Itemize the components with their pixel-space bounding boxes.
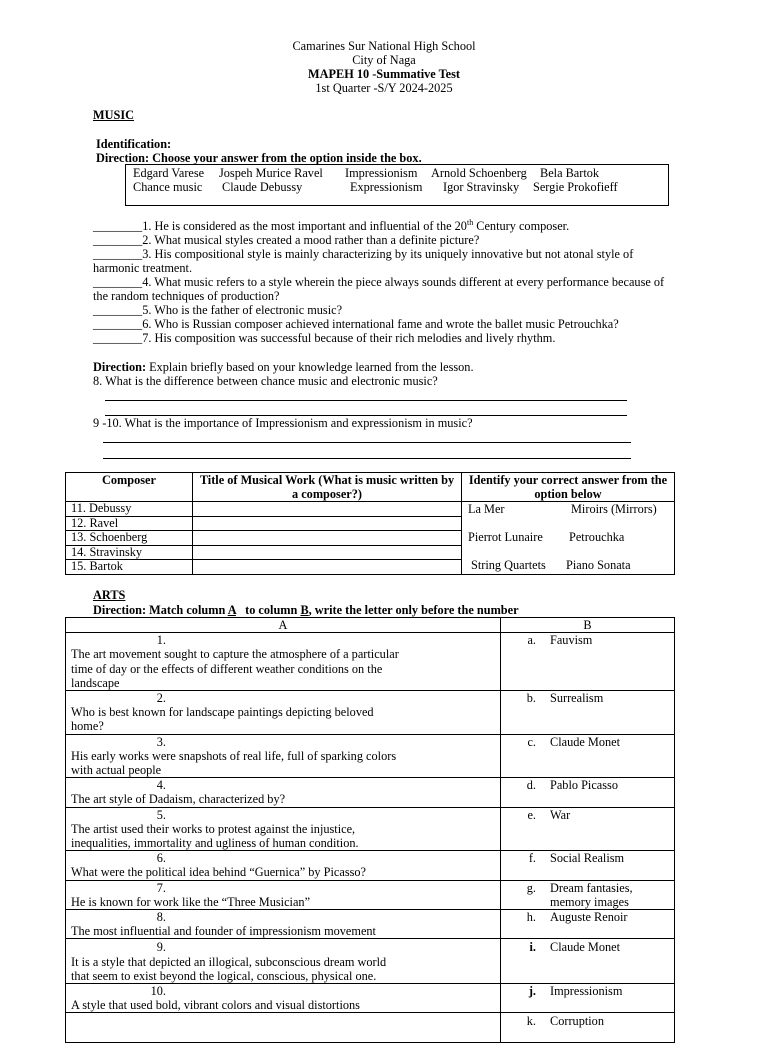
question-7: ________7. His composition was successful because of their rich melodies and lively rhythm. <box>93 331 556 345</box>
answer-cell[interactable] <box>193 531 462 546</box>
column-b-item: g. Dream fantasies, memory images <box>501 880 675 909</box>
city-name: City of Naga <box>352 53 416 67</box>
column-b-item: e. War <box>501 807 675 851</box>
option-piano-sonata: Piano Sonata <box>566 558 631 572</box>
column-a-item: 6.What were the political idea behind “Guernica” by Picasso? <box>66 851 501 880</box>
answer-line[interactable] <box>103 442 631 443</box>
column-a-header: A <box>66 618 501 633</box>
matching-table <box>65 617 675 1043</box>
option-schoenberg: Arnold Schoenberg <box>431 166 527 180</box>
answer-line[interactable] <box>103 458 631 459</box>
option-ravel: Jospeh Murice Ravel <box>219 166 323 180</box>
option-petrouchka: Petrouchka <box>569 530 625 544</box>
option-pierrot-lunaire: Pierrot Lunaire <box>468 530 543 544</box>
question-3: ________3. His compositional style is mainly characterizing by its uniquely innovative but not atonal style of <box>93 247 634 261</box>
option-prokofieff: Sergie Prokofieff <box>533 180 618 194</box>
option-expressionism: Expressionism <box>350 180 423 194</box>
question-4: ________4. What music refers to a style wherein the piece always sounds different at every performance because of <box>93 275 665 289</box>
question-4-continued: the random techniques of production? <box>93 289 280 303</box>
column-a-item: 1.The art movement sought to capture the atmosphere of a particular time of day or the effects of different weather conditions on the landscape <box>66 633 501 691</box>
identify-header: Identify your correct answer from the option below <box>462 473 675 502</box>
question-5: ________5. Who is the father of electronic music? <box>93 303 343 317</box>
quarter-label: 1st Quarter -S/Y 2024-2025 <box>315 81 453 95</box>
column-a-item: 5.The artist used their works to protest against the injustice, inequalities, immortality and ugliness of human condition. <box>66 807 501 851</box>
school-name: Camarines Sur National High School <box>292 39 476 53</box>
column-a-item <box>66 1013 501 1042</box>
question-8: 8. What is the difference between chance music and electronic music? <box>93 374 438 388</box>
composer-cell: 11. Debussy <box>66 502 193 517</box>
arts-direction: Direction: Match column A to column B, write the letter only before the number <box>93 603 519 617</box>
column-a-item: 10.A style that used bold, vibrant colors and visual distortions <box>66 984 501 1013</box>
column-b-header: B <box>501 618 675 633</box>
option-stravinsky: Igor Stravinsky <box>443 180 520 194</box>
explain-direction: Direction: Explain briefly based on your knowledge learned from the lesson. <box>93 360 474 374</box>
test-title: MAPEH 10 -Summative Test <box>308 67 460 81</box>
identification-direction: Direction: Choose your answer from the option inside the box. <box>96 151 422 165</box>
column-b-item: j. Impressionism <box>501 984 675 1013</box>
question-9-10: 9 -10. What is the importance of Impressionism and expressionism in music? <box>93 416 473 430</box>
option-edgard-varese: Edgard Varese <box>133 166 205 180</box>
title-header: Title of Musical Work (What is music written by a composer?) <box>193 473 462 502</box>
options-box <box>125 164 669 206</box>
answer-cell[interactable] <box>193 560 462 575</box>
column-b-item: c. Claude Monet <box>501 734 675 778</box>
answer-cell[interactable] <box>193 502 462 517</box>
answer-cell[interactable] <box>193 545 462 560</box>
options-cell <box>462 502 675 575</box>
composer-cell: 12. Ravel <box>66 516 193 531</box>
arts-heading: ARTS <box>93 588 126 602</box>
answer-cell[interactable] <box>193 516 462 531</box>
option-bartok: Bela Bartok <box>540 166 600 180</box>
option-chance-music: Chance music <box>133 180 203 194</box>
option-debussy: Claude Debussy <box>222 180 303 194</box>
column-a-item: 2.Who is best known for landscape paintings depicting beloved home? <box>66 691 501 735</box>
option-string-quartets: String Quartets <box>471 558 546 572</box>
column-a-item: 8.The most influential and founder of impressionism movement <box>66 910 501 939</box>
column-b-item: f. Social Realism <box>501 851 675 880</box>
option-impressionism: Impressionism <box>345 166 418 180</box>
question-3-continued: harmonic treatment. <box>93 261 193 275</box>
column-a-item: 7.He is known for work like the “Three Musician” <box>66 880 501 909</box>
composer-header: Composer <box>66 473 193 502</box>
composer-cell: 14. Stravinsky <box>66 545 193 560</box>
column-b-item: h. Auguste Renoir <box>501 910 675 939</box>
answer-line[interactable] <box>105 400 627 401</box>
column-a-item: 4.The art style of Dadaism, characterized by? <box>66 778 501 807</box>
column-a-item: 3.His early works were snapshots of real life, full of sparking colors with actual people <box>66 734 501 778</box>
music-heading: MUSIC <box>93 108 134 122</box>
question-1: ________1. He is considered as the most important and influential of the 20th Century composer. <box>93 217 570 233</box>
composer-cell: 15. Bartok <box>66 560 193 575</box>
question-2: ________2. What musical styles created a mood rather than a definite picture? <box>93 233 480 247</box>
question-6: ________6. Who is Russian composer achieved international fame and wrote the ballet music Petrouchka? <box>93 317 619 331</box>
composer-cell: 13. Schoenberg <box>66 531 193 546</box>
column-b-item: d. Pablo Picasso <box>501 778 675 807</box>
option-miroirs: Miroirs (Mirrors) <box>571 502 657 516</box>
identification-label: Identification: <box>96 137 172 151</box>
column-a-item: 9.It is a style that depicted an illogical, subconscious dream world that seem to exist beyond the logical, conscious, physical one. <box>66 939 501 984</box>
option-la-mer: La Mer <box>468 502 505 516</box>
composer-table <box>65 472 675 575</box>
column-b-item: a. Fauvism <box>501 633 675 691</box>
document-header <box>0 39 768 95</box>
column-b-item: i. Claude Monet <box>501 939 675 984</box>
column-b-item: b. Surrealism <box>501 691 675 735</box>
column-b-item: k. Corruption <box>501 1013 675 1042</box>
